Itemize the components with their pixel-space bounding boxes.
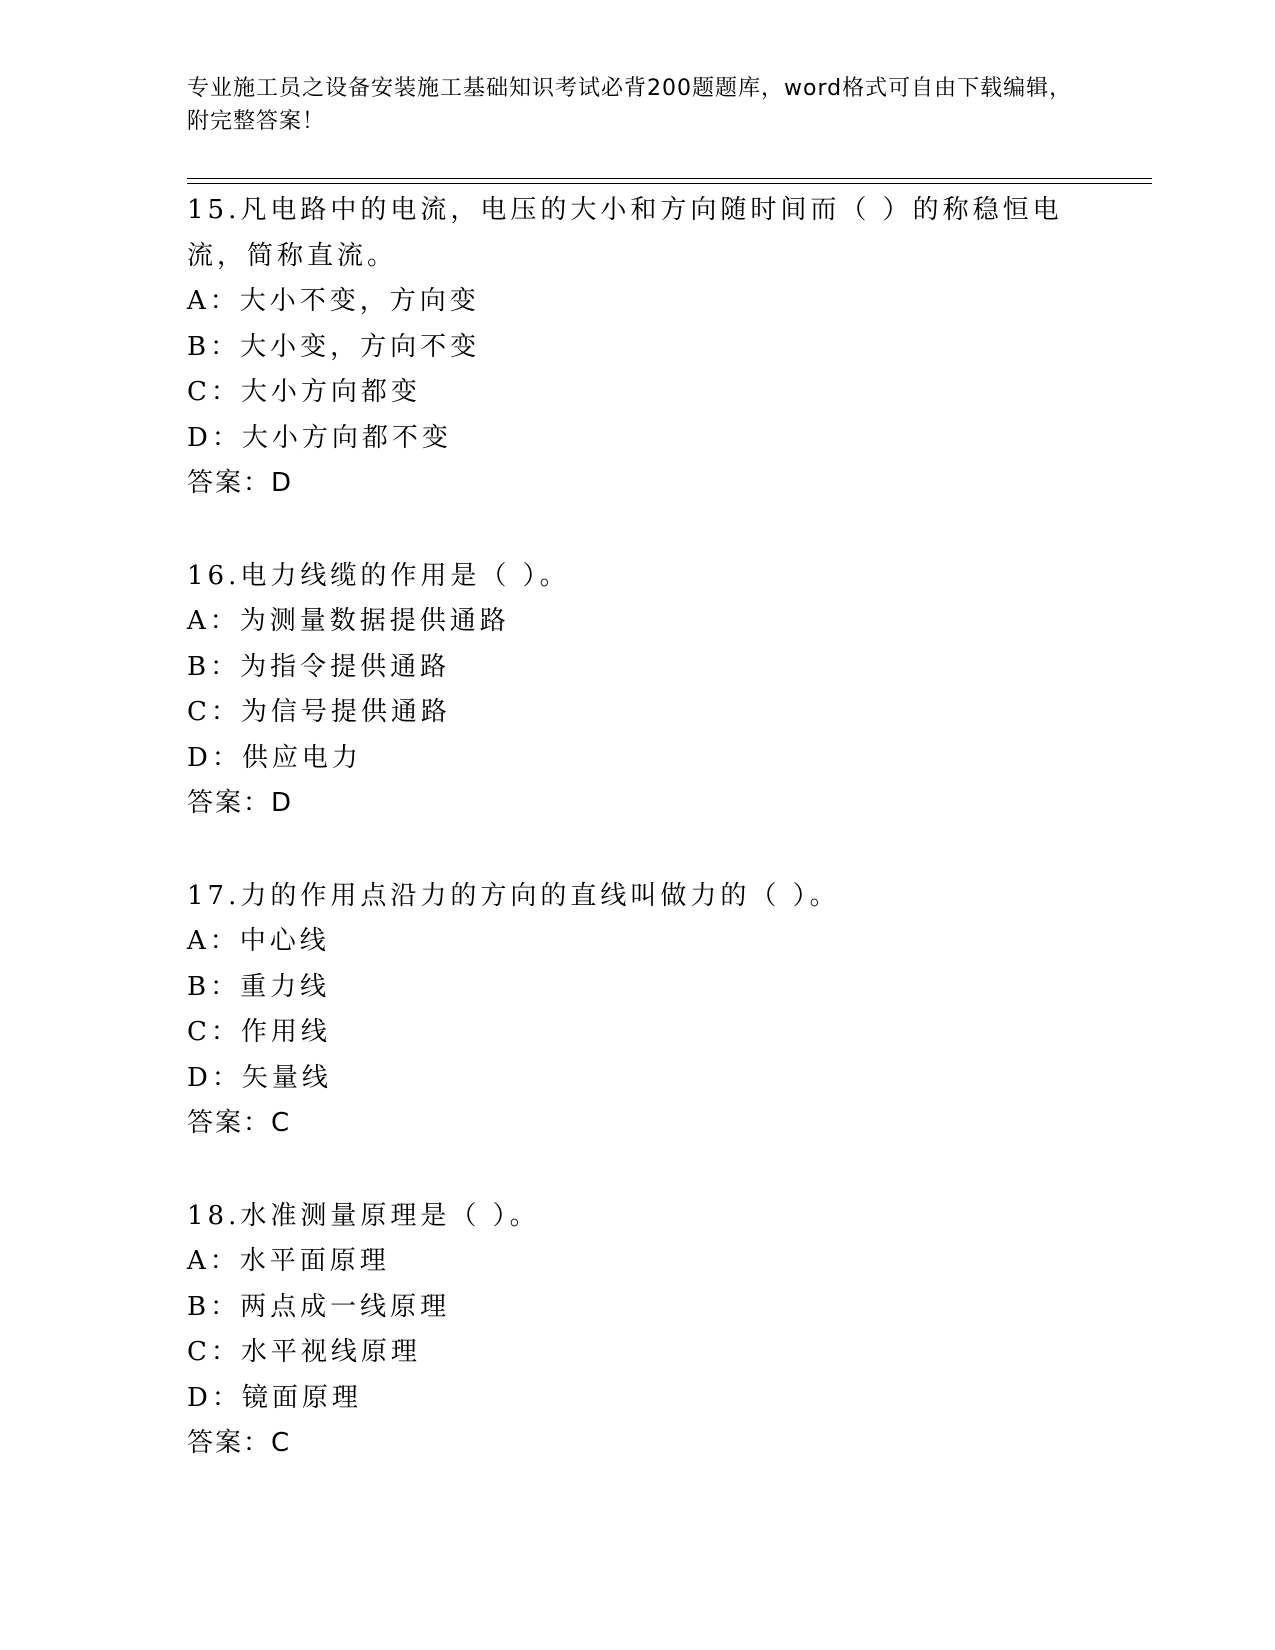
question-text: 18.水准测量原理是（ ）。 bbox=[187, 1200, 540, 1231]
answer-text: 答案：C bbox=[187, 1428, 292, 1458]
question-text: 15.凡电路中的电流，电压的大小和方向随时间而（ ）的称稳恒电流，简称直流。 bbox=[187, 195, 1063, 271]
option-c: C：作用线 bbox=[187, 1017, 331, 1047]
option-d: D：供应电力 bbox=[187, 742, 362, 773]
option-a: A：大小不变，方向变 bbox=[187, 286, 480, 316]
question-list bbox=[187, 188, 1087, 1514]
document-header: 专业施工员之设备安装施工基础知识考试必背200题题库，word格式可自由下载编辑，附完整答案！ bbox=[187, 76, 1073, 134]
option-c: C：大小方向都变 bbox=[187, 377, 421, 407]
option-b: B：为指令提供通路 bbox=[187, 651, 451, 682]
header-divider-bottom bbox=[187, 183, 1152, 184]
option-a: A：中心线 bbox=[187, 926, 330, 956]
header-divider-top bbox=[187, 178, 1152, 179]
question-item bbox=[187, 554, 1087, 827]
question-text: 17.力的作用点沿力的方向的直线叫做力的（ ）。 bbox=[187, 880, 840, 911]
answer-text: 答案：C bbox=[187, 1108, 292, 1138]
option-b: B：重力线 bbox=[187, 971, 331, 1002]
option-c: C：水平视线原理 bbox=[187, 1337, 421, 1367]
option-a: A：水平面原理 bbox=[187, 1246, 390, 1276]
option-d: D：镜面原理 bbox=[187, 1382, 362, 1413]
answer-text: 答案：D bbox=[187, 788, 294, 818]
option-d: D：大小方向都不变 bbox=[187, 422, 452, 453]
option-b: B：两点成一线原理 bbox=[187, 1291, 451, 1322]
question-item bbox=[187, 874, 1087, 1147]
question-item bbox=[187, 188, 1087, 507]
answer-text: 答案：D bbox=[187, 468, 294, 498]
option-d: D：矢量线 bbox=[187, 1062, 332, 1093]
option-b: B：大小变，方向不变 bbox=[187, 331, 481, 362]
option-a: A：为测量数据提供通路 bbox=[187, 606, 510, 636]
question-item bbox=[187, 1194, 1087, 1467]
option-c: C：为信号提供通路 bbox=[187, 697, 451, 727]
question-text: 16.电力线缆的作用是（ ）。 bbox=[187, 560, 570, 591]
